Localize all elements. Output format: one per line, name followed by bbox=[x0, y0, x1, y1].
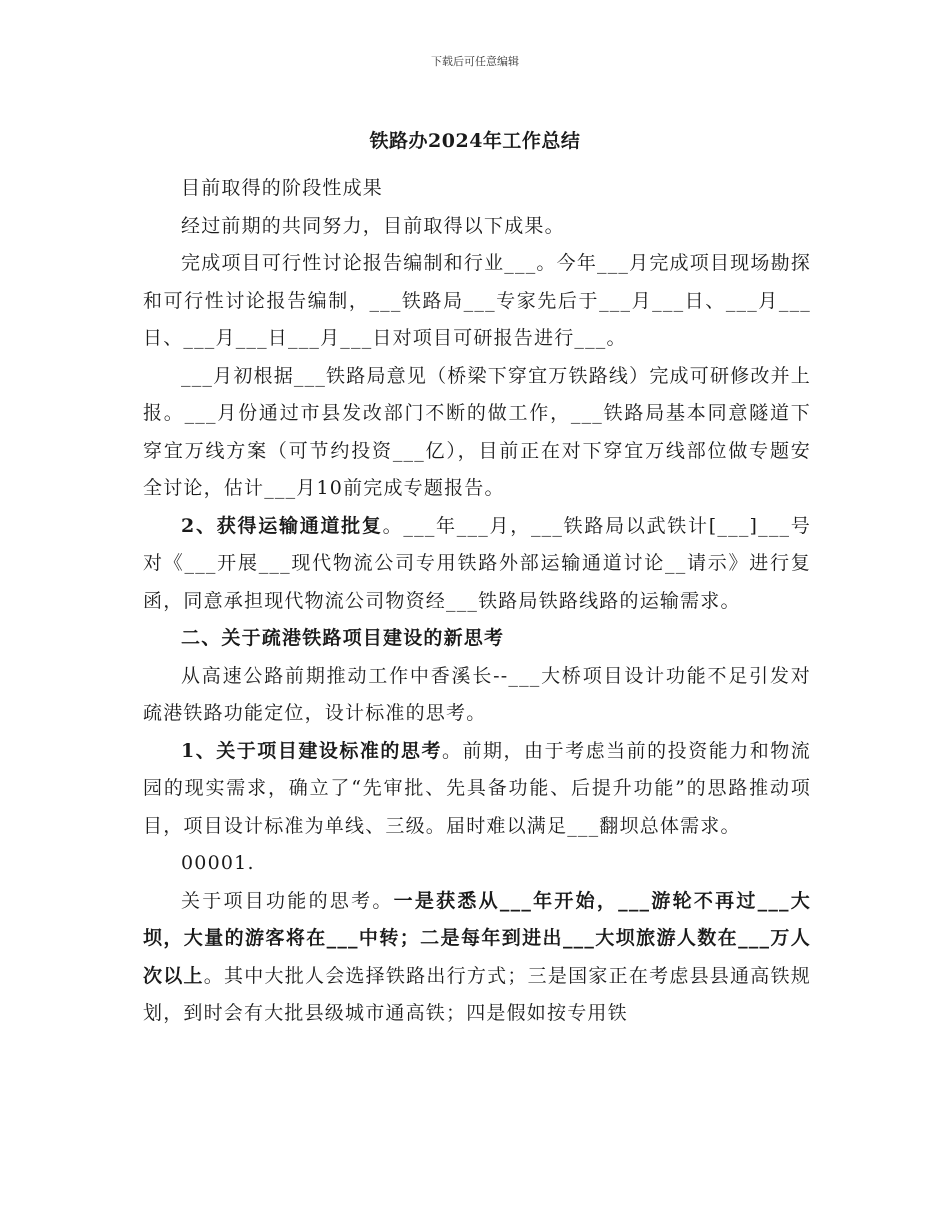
text-segment: 。前期，由于考虑当前的投资能力和物流园的现实需求，确立了“先审批、先具备功能、后提升功能”的思路推动项目，项目设计标准为单线、三级。届时难以满足___翻坝总体需求。 bbox=[143, 739, 811, 837]
text-segment: 关于项目功能的思考。 bbox=[181, 889, 394, 912]
text-segment-bold: 二、关于疏港铁路项目建设的新思考 bbox=[181, 627, 505, 649]
text-segment: 。___年___月，___铁路局以武铁计[___]___号对《___开展___现代物流公司专用铁路外部运输通道讨论__请示》进行复函，同意承担现代物流公司物资经___铁路局铁路线路的运输需求。 bbox=[143, 514, 811, 612]
text-segment-bold: 一是获悉从___年开始，___游轮不再过___大坝，大量的游客将在___中转；二是每年到进出___大坝旅游人数在___万人次以上 bbox=[143, 889, 811, 987]
text-segment: 。其中大批人会选择铁路出行方式；三是国家正在考虑县县通高铁规划，到时会有大批县级城市通高铁；四是假如按专用铁 bbox=[143, 964, 811, 1024]
paragraph-phase-results-heading bbox=[143, 170, 811, 208]
download-note: 下载后可任意编辑 bbox=[431, 55, 519, 68]
text-segment: 从高速公路前期推动工作中香溪长--___大桥项目设计功能不足引发对疏港铁路功能定位，设计标准的思考。 bbox=[143, 664, 811, 724]
paragraph-construction-standard bbox=[143, 733, 811, 846]
text-segment: ___月初根据___铁路局意见（桥梁下穿宜万铁路线）完成可研修改并上报。___月份通过市县发改部门不断的做工作，___铁路局基本同意隧道下穿宜万线方案（可节约投资___亿），目前正在对下穿宜万线部位做专题安全讨论，估计___月10前完成专题报告。 bbox=[143, 364, 811, 499]
text-segment-bold: 2、获得运输通道批复 bbox=[181, 514, 383, 537]
text-segment: 完成项目可行性讨论报告编制和行业___。今年___月完成项目现场勘探和可行性讨论报告编制，___铁路局___专家先后于___月___日、___月___日、___月___日___月___日对项目可研报告进行___。 bbox=[143, 252, 811, 349]
paragraph-number bbox=[143, 845, 811, 883]
paragraph-transport-approval bbox=[143, 508, 811, 621]
document-title: 铁路办2024年工作总结 bbox=[369, 130, 581, 152]
paragraph-feasibility-report bbox=[143, 245, 811, 358]
paragraph-project-function bbox=[143, 883, 811, 1033]
text-segment-bold: 1、关于项目建设标准的思考 bbox=[181, 739, 442, 762]
paragraph-highway-lesson bbox=[143, 658, 811, 733]
paragraph-intro bbox=[143, 208, 811, 246]
text-segment: 目前取得的阶段性成果 bbox=[181, 177, 384, 199]
text-segment: 经过前期的共同努力，目前取得以下成果。 bbox=[181, 214, 565, 237]
text-segment: 00001. bbox=[181, 852, 255, 874]
section-heading-new-thinking bbox=[143, 620, 811, 658]
paragraph-revision bbox=[143, 358, 811, 508]
document-body bbox=[143, 170, 811, 1033]
